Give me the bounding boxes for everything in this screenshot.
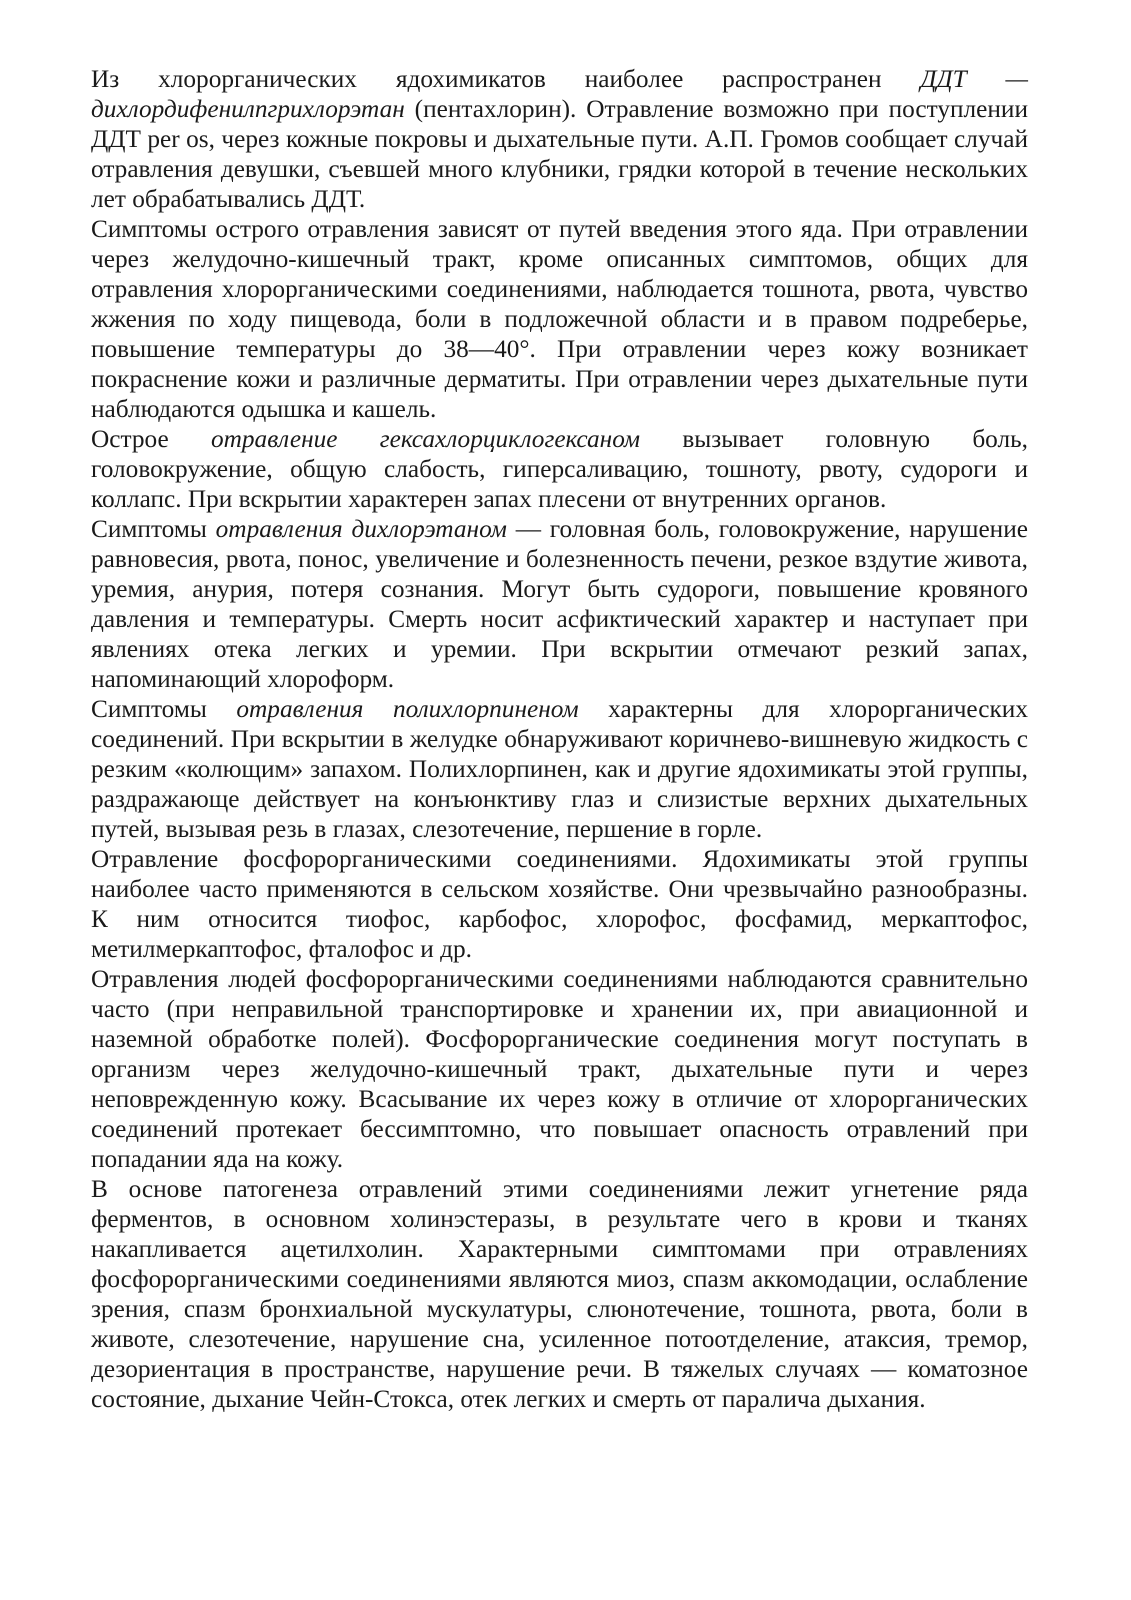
text-segment: характерны для хлорорганических соединений. При вскрытии в желудке обнаруживают коричнево-вишневую жидкость с резким «колющим» запахом. Полихлорпинен, как и другие ядохимикаты этой группы, раздражающе действует на конъюнктиву глаз и слизистые верхних дыхательных путей, вызывая резь в глазах, слезотечение, першение в горле. xyxy=(91,695,1028,843)
italic-term-ddt: ДДТ — дихлордифенилпгрихлорэтан xyxy=(91,65,1028,123)
text-segment: Симптомы xyxy=(91,515,216,543)
text-segment: Из хлорорганических ядохимикатов наиболее распространен xyxy=(91,65,921,93)
text-segment: Симптомы xyxy=(91,695,237,723)
italic-term-hexachlorane: отравление гексахлорциклогексаном xyxy=(210,425,641,453)
paragraph-acute-symptoms xyxy=(91,214,1028,424)
italic-term-polychlorpinene: отравления полихлорпиненом xyxy=(236,695,579,723)
text-segment: вызывает головную боль, головокружение, общую слабость, гиперсаливацию, тошноту, рвоту, судороги и коллапс. При вскрытии характерен запах плесени от внутренних органов. xyxy=(91,425,1028,513)
paragraph-organophosphorus xyxy=(91,844,1028,964)
document-page xyxy=(91,64,1028,1414)
text-segment: Отравления людей фосфорорганическими соединениями наблюдаются сравнительно часто (при неправильной транспортировке и хранении их, при авиационной и наземной обработке полей). Фосфорорганические соединения могут поступать в организм через желудочно-кишечный тракт, дыхательные пути и через неповрежденную кожу. Всасывание их через кожу в отличие от хлорорганических соединений протекает бессимптомно, что повышает опасность отравлений при попадании яда на кожу. xyxy=(91,965,1028,1173)
paragraph-hexachlorane xyxy=(91,424,1028,514)
italic-term-dichloroethane: отравления дихлорэтаном xyxy=(215,515,507,543)
paragraph-dichloroethane xyxy=(91,514,1028,694)
text-segment: Симптомы острого отравления зависят от путей введения этого яда. При отравлении через желудочно-кишечный тракт, кроме описанных симптомов, общих для отравления хлорорганическими соединениями, наблюдается тошнота, рвота, чувство жжения по ходу пищевода, боли в подложечной области и в правом подреберье, повышение температуры до 38—40°. При отравлении через кожу возникает покраснение кожи и различные дерматиты. При отравлении через дыхательные пути наблюдаются одышка и кашель. xyxy=(91,215,1028,423)
paragraph-ddt xyxy=(91,64,1028,214)
text-segment: — головная боль, головокружение, нарушение равновесия, рвота, понос, увеличение и болезненность печени, резкое вздутие живота, уремия, анурия, потеря сознания. Могут быть судороги, повышение кровяного давления и температуры. Смерть носит асфиктический характер и наступает при явлениях отека легких и уремии. При вскрытии отмечают резкий запах, напоминающий хлороформ. xyxy=(91,515,1028,693)
text-segment: В основе патогенеза отравлений этими соединениями лежит угнетение ряда ферментов, в основном холинэстеразы, в результате чего в крови и тканях накапливается ацетилхолин. Характерными симптомами при отравлениях фосфорорганическими соединениями являются миоз, спазм аккомодации, ослабление зрения, спазм бронхиальной мускулатуры, слюнотечение, тошнота, рвота, боли в животе, слезотечение, нарушение сна, усиленное потоотделение, атаксия, тремор, дезориентация в пространстве, нарушение речи. В тяжелых случаях — коматозное состояние, дыхание Чейн-Стокса, отек легких и смерть от паралича дыхания. xyxy=(91,1175,1028,1413)
paragraph-pathogenesis xyxy=(91,1174,1028,1414)
text-segment: Острое xyxy=(91,425,211,453)
text-segment: Отравление фосфорорганическими соединениями. Ядохимикаты этой группы наиболее часто применяются в сельском хозяйстве. Они чрезвычайно разнообразны. К ним относится тиофос, карбофос, хлорофос, фосфамид, меркаптофос, метилмеркаптофос, фталофос и др. xyxy=(91,845,1028,963)
text-segment: (пентахлорин). Отравление возможно при поступлении ДДТ per os, через кожные покровы и дыхательные пути. А.П. Громов сообщает случай отравления девушки, съевшей много клубники, грядки которой в течение нескольких лет обрабатывались ДДТ. xyxy=(91,95,1028,213)
paragraph-polychlorpinene xyxy=(91,694,1028,844)
paragraph-poisoning-cases xyxy=(91,964,1028,1174)
